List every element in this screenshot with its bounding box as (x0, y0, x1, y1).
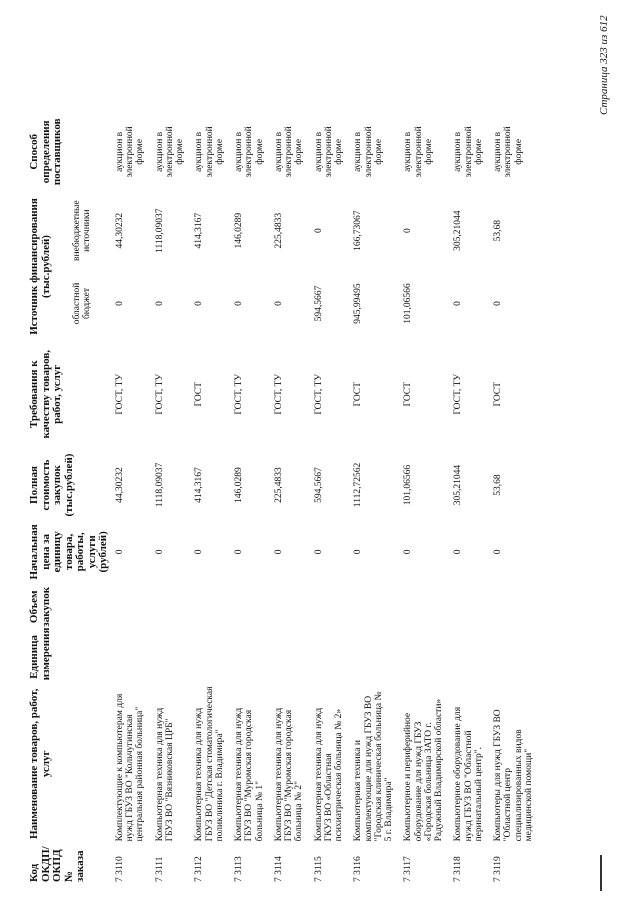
row-unit (190, 631, 230, 684)
header-funding: Источник финансирования (тыс.рублей) (28, 198, 52, 335)
row-funding-regional: 0 (273, 301, 284, 306)
row-total: 101,06566 (403, 464, 414, 506)
row-funding-regional: 945,99495 (353, 283, 364, 324)
row-requirements: ГОСТ, ТУ (154, 373, 165, 415)
row-funding-extra: 305,21044 (453, 210, 464, 251)
row-price: 0 (234, 549, 245, 555)
row-code: 7 3117 (403, 856, 414, 882)
row-name: Компьютеры для нужд ГБУЗ ВО "Областной центр специализированных видов медицинской помощи" (493, 709, 534, 842)
edge-mark (600, 855, 602, 891)
row-name: Компьютерная техника для нужд ГКУЗ ВО «Областная психиатрическая больница № 2» (313, 707, 345, 842)
row-price: 0 (194, 549, 205, 555)
row-price: 0 (403, 549, 414, 555)
row-code: 7 3111 (154, 856, 165, 882)
row-name: Компьютерная техника и комплектующие для нужд ГБУЗ ВО "Городская клиническая больница № 5 г. Владимира" (353, 691, 395, 842)
table-row (310, 110, 350, 885)
table-row (399, 110, 449, 885)
row-funding-regional: 0 (453, 301, 464, 306)
row-name: Компьютерное и периферийное оборудование для нужд ГБУЗ «Городская больница ЗАТО г. Радужный Владимирской области» (403, 698, 445, 842)
row-name: Комплектующие к компьютерам для нужд ГБУЗ ВО "Кольчугинская центральная районная больница" (114, 693, 146, 842)
row-unit (489, 631, 539, 684)
row-funding-regional: 0 (154, 301, 165, 306)
header-funding-regional: областной бюджет (72, 282, 93, 325)
row-unit (230, 631, 270, 684)
table-row (151, 110, 191, 885)
row-requirements: ГОСТ, ТУ (313, 373, 324, 415)
header-row (28, 110, 72, 885)
row-unit (270, 631, 310, 684)
row-unit (399, 631, 449, 684)
row-funding-regional: 0 (493, 301, 504, 306)
row-funding-extra: 166,73067 (353, 210, 364, 251)
table-row (349, 110, 399, 885)
row-total: 53,68 (493, 474, 504, 496)
header-requirements: Требования к качеству товаров, работ, услуг (28, 349, 64, 439)
row-price: 0 (114, 549, 125, 555)
header-unit: Единица измерения (28, 627, 52, 681)
row-code: 7 3113 (234, 856, 245, 882)
row-volume (111, 583, 151, 631)
row-unit (349, 631, 399, 684)
page-number: Страница 323 из 612 (598, 15, 610, 115)
row-name: Компьютерная техника для нужд ГБУЗ ВО "Муромская городская больница № 1" (234, 707, 265, 842)
row-funding-extra: 146,0289 (234, 212, 245, 249)
row-total: 44,30232 (114, 467, 125, 503)
row-price: 0 (353, 549, 364, 555)
row-method: аукцион в электронной форме (273, 126, 305, 178)
header-funding-extra: внебюджетные источники (72, 200, 93, 261)
row-funding-regional: 594,5667 (313, 285, 324, 322)
row-funding-extra: 1118,09037 (154, 208, 165, 253)
row-requirements: ГОСТ (194, 382, 205, 407)
row-name: Компьютерная техника для нужд ГБУЗ ВО "Муромская городская больница № 2" (273, 707, 305, 842)
row-code: 7 3119 (493, 856, 504, 882)
row-volume (230, 583, 270, 631)
row-method: аукцион в электронной форме (154, 126, 186, 178)
row-funding-extra: 414,3167 (194, 212, 205, 249)
row-total: 305,21044 (453, 464, 464, 506)
row-code: 7 3114 (273, 856, 284, 882)
row-volume (151, 583, 191, 631)
table-row (230, 110, 270, 885)
header-volume: Объем закупок (28, 586, 52, 627)
header-name: Наименование товаров, работ, услуг (28, 688, 52, 840)
row-unit (111, 631, 151, 684)
table-row (489, 110, 539, 885)
row-total: 1118,09037 (154, 462, 165, 508)
row-price: 0 (154, 549, 165, 555)
row-volume (489, 583, 539, 631)
row-funding-regional: 0 (114, 301, 125, 306)
procurement-table (28, 110, 539, 885)
table-row (111, 110, 151, 885)
row-volume (190, 583, 230, 631)
row-funding-extra: 53,68 (493, 219, 504, 242)
row-requirements: ГОСТ (493, 382, 504, 407)
row-method: аукцион в электронной форме (234, 126, 265, 178)
row-volume (449, 583, 489, 631)
row-requirements: ГОСТ, ТУ (273, 373, 284, 415)
row-method: аукцион в электронной форме (353, 126, 384, 178)
row-total: 225,4833 (273, 467, 284, 503)
row-price: 0 (313, 549, 324, 555)
row-name: Компьютерное оборудование для нужд ГБУЗ ВО "Областной перинатальный центр". (453, 706, 484, 842)
row-code: 7 3110 (114, 856, 125, 882)
row-funding-regional: 0 (194, 301, 205, 306)
row-volume (399, 583, 449, 631)
row-price: 0 (493, 549, 504, 555)
row-unit (449, 631, 489, 684)
header-price: Начальная цена за единицу товара, работы, услуги (рублей) (28, 524, 110, 580)
row-funding-regional: 0 (234, 301, 245, 306)
row-unit (151, 631, 191, 684)
row-method: аукцион в электронной форме (194, 126, 225, 178)
header-code: Код ОКДП/ ОКПД № заказа (28, 846, 87, 882)
row-requirements: ГОСТ, ТУ (234, 373, 245, 415)
row-total: 594,5667 (313, 467, 324, 503)
row-method: аукцион в электронной форме (453, 126, 484, 178)
table-row (270, 110, 310, 885)
row-price: 0 (453, 549, 464, 555)
row-funding-extra: 225,4833 (273, 212, 284, 249)
row-name: Компьютерная техника для нужд ГБУЗ ВО "Детская стоматологическая поликлиника г. Владимира" (194, 686, 225, 842)
row-code: 7 3115 (313, 856, 324, 882)
row-method: аукцион в электронной форме (114, 126, 146, 178)
row-requirements: ГОСТ (353, 382, 364, 407)
row-volume (270, 583, 310, 631)
row-price: 0 (273, 549, 284, 555)
header-total: Полная стоимость закупок (тыс.рублей) (28, 453, 75, 517)
row-funding-extra: 44,30232 (114, 212, 125, 249)
row-funding-regional: 101,06566 (403, 283, 414, 324)
row-total: 146,0289 (234, 467, 245, 503)
row-funding-extra: 0 (313, 228, 324, 234)
row-method: аукцион в электронной форме (403, 126, 434, 178)
row-volume (310, 583, 350, 631)
table-row (449, 110, 489, 885)
row-requirements: ГОСТ, ТУ (114, 373, 125, 415)
row-requirements: ГОСТ (403, 382, 414, 407)
row-method: аукцион в электронной форме (313, 126, 345, 178)
row-funding-extra: 0 (403, 228, 414, 234)
row-name: Компьютерная техника для нужд ГБУЗ ВО "Вязниковская ЦРБ" (154, 707, 175, 842)
row-unit (310, 631, 350, 684)
row-total: 1112,72562 (353, 462, 364, 508)
row-code: 7 3112 (194, 856, 205, 882)
row-volume (349, 583, 399, 631)
row-total: 414,3167 (194, 467, 205, 503)
header-method: Способ определения поставщиков (28, 118, 64, 186)
row-requirements: ГОСТ, ТУ (453, 373, 464, 415)
row-method: аукцион в электронной форме (493, 126, 524, 178)
table-row (190, 110, 230, 885)
row-code: 7 3118 (453, 856, 464, 882)
row-code: 7 3116 (353, 856, 364, 882)
